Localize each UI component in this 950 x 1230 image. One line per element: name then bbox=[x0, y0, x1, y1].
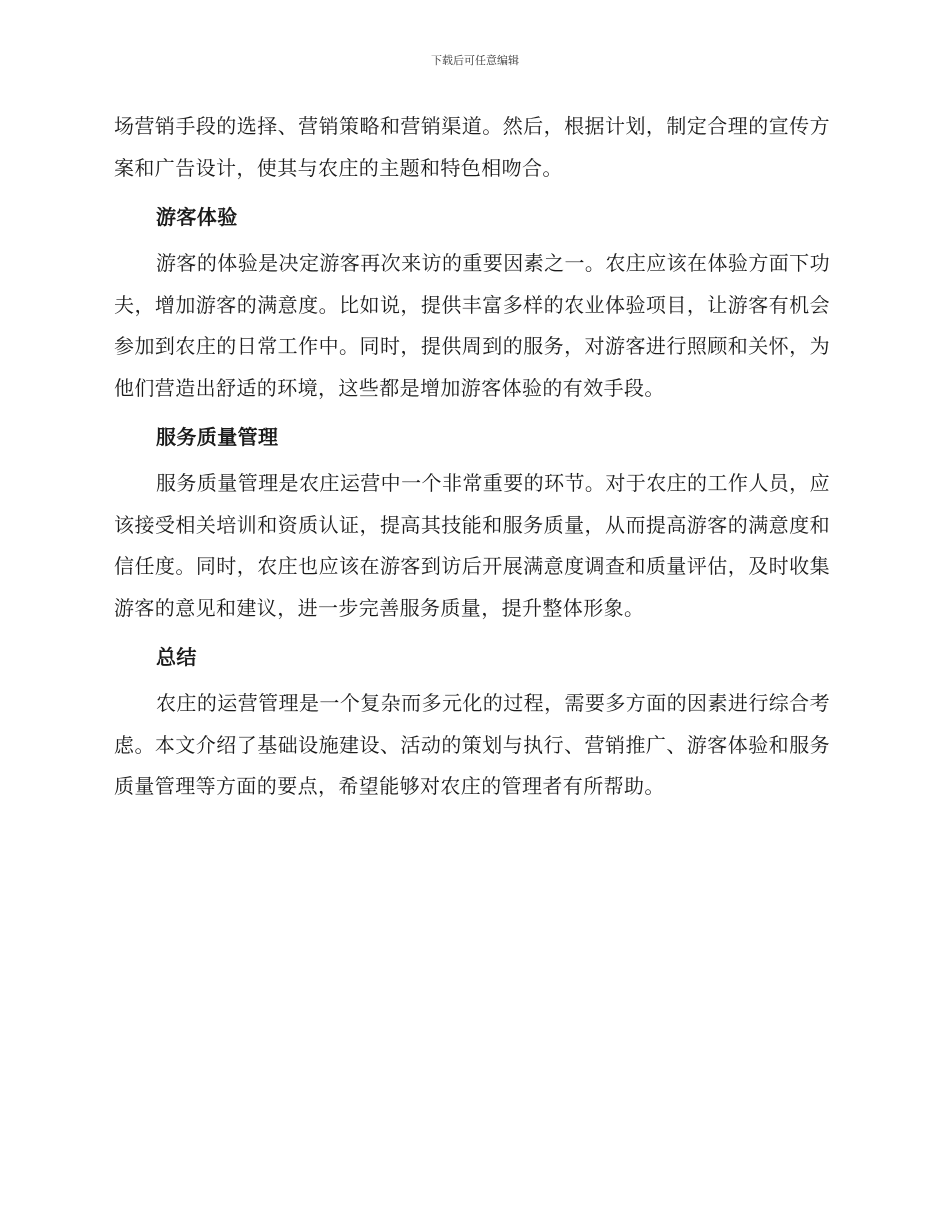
page-header: 下载后可任意编辑 bbox=[431, 54, 519, 67]
heading-summary: 总结 bbox=[156, 645, 197, 669]
paragraph-visitor-experience: 游客的体验是决定游客再次来访的重要因素之一。农庄应该在体验方面下功夫，增加游客的满意度。比如说，提供丰富多样的农业体验项目，让游客有机会参加到农庄的日常工作中。同时，提供周到的服务，对游客进行照顾和关怀，为他们营造出舒适的环境，这些都是增加游客体验的有效手段。 bbox=[114, 251, 830, 400]
paragraph-service-quality: 服务质量管理是农庄运营中一个非常重要的环节。对于农庄的工作人员，应该接受相关培训和资质认证，提高其技能和服务质量，从而提高游客的满意度和信任度。同时，农庄也应该在游客到访后开展满意度调查和质量评估，及时收集游客的意见和建议，进一步完善服务质量，提升整体形象。 bbox=[114, 471, 830, 620]
heading-service-quality: 服务质量管理 bbox=[156, 425, 279, 449]
heading-visitor-experience: 游客体验 bbox=[156, 205, 238, 229]
document-body bbox=[114, 106, 830, 808]
paragraph-continuation: 场营销手段的选择、营销策略和营销渠道。然后，根据计划，制定合理的宣传方案和广告设计，使其与农庄的主题和特色相吻合。 bbox=[114, 114, 830, 180]
paragraph-summary: 农庄的运营管理是一个复杂而多元化的过程，需要多方面的因素进行综合考虑。本文介绍了基础设施建设、活动的策划与执行、营销推广、游客体验和服务质量管理等方面的要点，希望能够对农庄的管理者有所帮助。 bbox=[114, 691, 830, 798]
